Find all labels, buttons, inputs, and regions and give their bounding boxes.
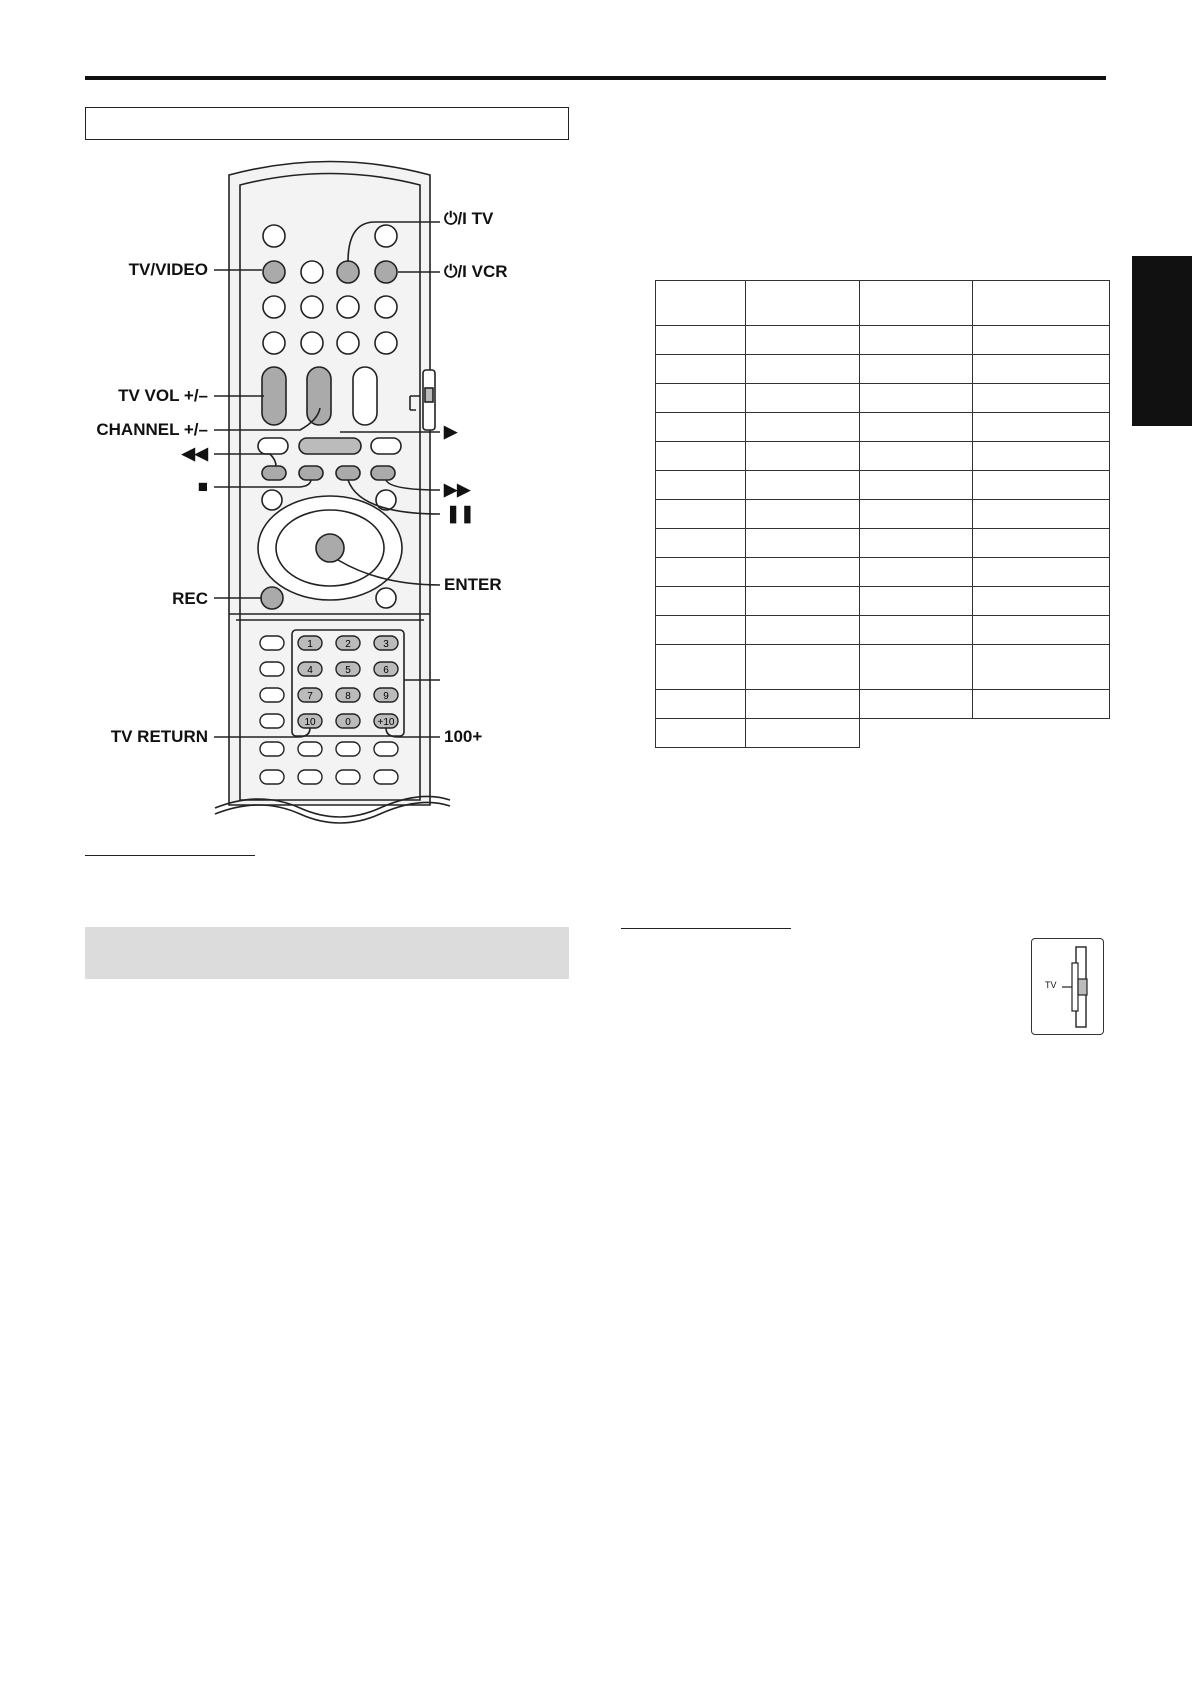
- table-cell: [656, 529, 746, 558]
- table-cell: [973, 500, 1110, 529]
- table-cell: [656, 355, 746, 384]
- table-cell: [746, 690, 860, 719]
- tv-vol-label: TV VOL +/–: [118, 386, 208, 405]
- table-row: [656, 326, 1110, 355]
- channel-label: CHANNEL +/–: [96, 420, 208, 439]
- hundred-plus-label: 100+: [444, 727, 483, 746]
- tv-switch-label: TV: [1045, 980, 1057, 990]
- table-cell: [656, 558, 746, 587]
- table-cell: [860, 281, 973, 326]
- table-cell: [973, 587, 1110, 616]
- table-cell: [860, 529, 973, 558]
- table-row: [656, 281, 1110, 326]
- table-row: [656, 413, 1110, 442]
- subheading-underline-left: [85, 855, 255, 856]
- table-cell: [746, 616, 860, 645]
- table-cell: [973, 355, 1110, 384]
- table-cell: [860, 355, 973, 384]
- table-cell: [973, 529, 1110, 558]
- table-cell: [746, 413, 860, 442]
- keypad-key-label: 5: [345, 665, 351, 676]
- table-cell: [860, 326, 973, 355]
- stop-label: ■: [197, 477, 208, 496]
- table-cell: [746, 281, 860, 326]
- play-label: ▶: [444, 422, 458, 441]
- table-row: [656, 719, 1110, 748]
- table-cell: [656, 690, 746, 719]
- table-cell: [656, 326, 746, 355]
- keypad-key-label: 1: [307, 639, 313, 650]
- table-cell: [656, 471, 746, 500]
- keypad-key-label: 2: [345, 639, 351, 650]
- keypad-key-label: 3: [383, 639, 389, 650]
- table-cell: [656, 587, 746, 616]
- power-tv-label: ⏻/I TV: [444, 209, 494, 228]
- keypad-key-label: 0: [345, 717, 351, 728]
- table-row: [656, 529, 1110, 558]
- table-cell: [973, 326, 1110, 355]
- table-cell: [860, 587, 973, 616]
- table-cell: [973, 413, 1110, 442]
- table-cell-empty: [860, 719, 1110, 748]
- table-cell: [746, 587, 860, 616]
- table-cell: [973, 442, 1110, 471]
- table-cell: [656, 442, 746, 471]
- table-row: [656, 500, 1110, 529]
- keypad-key-label: 9: [383, 691, 389, 702]
- table-cell: [746, 500, 860, 529]
- keypad-key-label: 7: [307, 691, 313, 702]
- table-cell: [656, 384, 746, 413]
- table-cell: [860, 384, 973, 413]
- table-cell: [860, 442, 973, 471]
- table-row: [656, 587, 1110, 616]
- table-cell: [746, 326, 860, 355]
- keypad-key-label: 8: [345, 691, 351, 702]
- table-cell: [746, 558, 860, 587]
- table-cell: [746, 355, 860, 384]
- table-row: [656, 645, 1110, 690]
- table-row: [656, 442, 1110, 471]
- table-cell: [860, 558, 973, 587]
- table-row: [656, 558, 1110, 587]
- table-cell: [746, 645, 860, 690]
- table-cell: [973, 616, 1110, 645]
- table-cell: [973, 384, 1110, 413]
- table-cell: [973, 281, 1110, 326]
- table-cell: [746, 384, 860, 413]
- table-cell: [656, 413, 746, 442]
- maker-code-table: [655, 280, 1110, 748]
- tv-return-label: TV RETURN: [110, 727, 208, 746]
- table-cell: [860, 413, 973, 442]
- tv-switch-inset: [1031, 938, 1104, 1035]
- table-row: [656, 616, 1110, 645]
- table-row: [656, 384, 1110, 413]
- table-cell: [860, 690, 973, 719]
- keypad-key-label: +10: [377, 717, 395, 728]
- table-cell: [973, 690, 1110, 719]
- table-row: [656, 690, 1110, 719]
- power-vcr-label: ⏻/I VCR: [444, 262, 508, 281]
- rewind-label: ◀◀: [181, 444, 208, 463]
- rec-label: REC: [172, 589, 208, 608]
- table-cell: [746, 471, 860, 500]
- gray-section-bar: [85, 927, 569, 979]
- fast-forward-label: ▶▶: [444, 480, 471, 499]
- table-cell: [746, 719, 860, 748]
- table-cell: [860, 471, 973, 500]
- table-row: [656, 355, 1110, 384]
- tv-video-label: TV/VIDEO: [128, 260, 208, 279]
- pause-label: ❚❚: [446, 504, 475, 523]
- enter-label: ENTER: [444, 575, 502, 594]
- table-cell: [656, 616, 746, 645]
- table-cell: [656, 500, 746, 529]
- table-row: [656, 471, 1110, 500]
- table-cell: [656, 281, 746, 326]
- keypad-key-label: 4: [307, 665, 313, 676]
- keypad-key-label: 6: [383, 665, 389, 676]
- table-cell: [973, 558, 1110, 587]
- table-cell: [860, 616, 973, 645]
- table-cell: [746, 529, 860, 558]
- keypad-key-label: 10: [304, 717, 316, 728]
- table-cell: [656, 719, 746, 748]
- table-cell: [860, 500, 973, 529]
- subheading-underline-right: [621, 928, 791, 929]
- table-cell: [656, 645, 746, 690]
- table-cell: [973, 645, 1110, 690]
- table-cell: [860, 645, 973, 690]
- table-cell: [973, 471, 1110, 500]
- table-cell: [746, 442, 860, 471]
